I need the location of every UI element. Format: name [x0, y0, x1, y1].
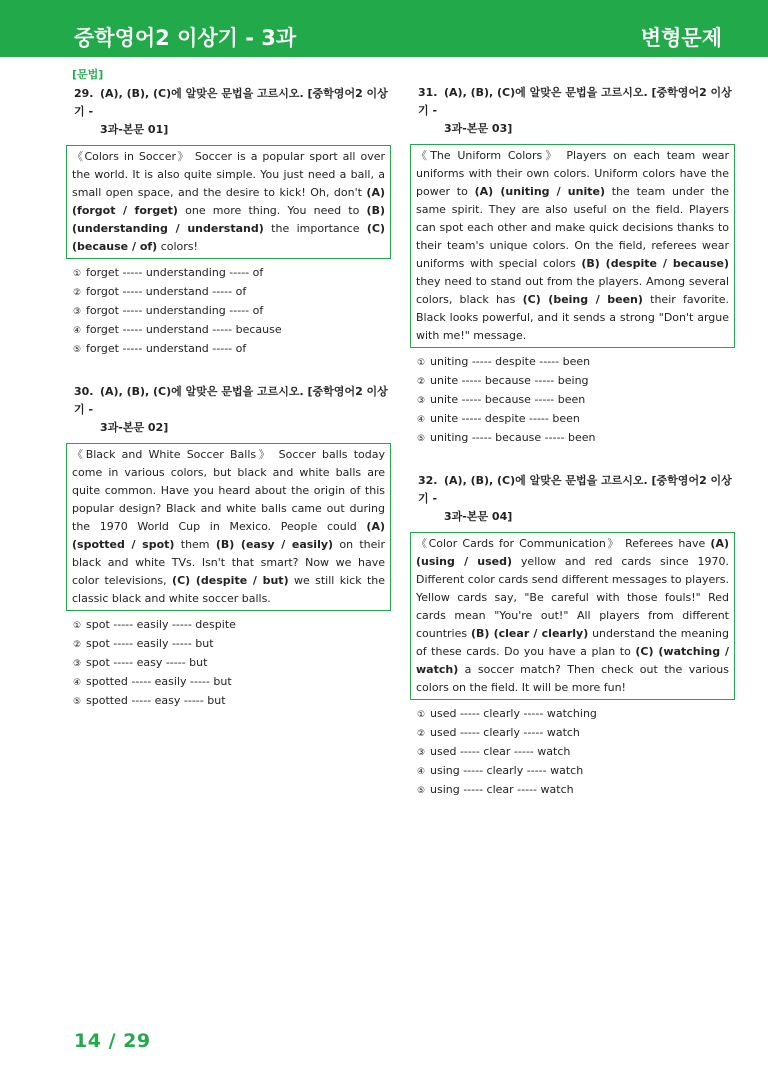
- answer-option[interactable]: [417, 410, 735, 429]
- option-text: spot ----- easy ----- but: [86, 656, 208, 669]
- left-column: [66, 66, 391, 711]
- blank-choice: (B) (despite / because): [581, 257, 729, 270]
- option-text: using ----- clearly ----- watch: [430, 764, 584, 777]
- option-number: ⑤: [73, 697, 82, 707]
- blank-choice: (A) (using / used): [416, 537, 729, 568]
- blank-choice: (C) (being / been): [522, 293, 643, 306]
- question-31: [410, 84, 735, 448]
- section-label: [문법]: [72, 68, 104, 81]
- answer-option[interactable]: [73, 264, 391, 283]
- option-text: spotted ----- easily ----- but: [86, 675, 232, 688]
- option-number: ①: [73, 269, 82, 279]
- answer-option[interactable]: [73, 654, 391, 673]
- question-number: 31.: [418, 86, 438, 99]
- answer-option[interactable]: [417, 353, 735, 372]
- answer-option[interactable]: [417, 743, 735, 762]
- passage-text: 《The Uniform Colors》 Players on each team wear uniforms with their own colors. Uniform colors have the power to: [416, 149, 729, 198]
- passage-box: [410, 532, 735, 700]
- option-number: ②: [417, 377, 426, 387]
- passage-text: 《Colors in Soccer》 Soccer is a popular sport all over the world. It is also quite simple. You just need a ball, a small open space, and the desire to kick! Oh, don't: [72, 150, 385, 199]
- question-prompt: (A), (B), (C)에 알맞은 문법을 고르시오. [중학영어2 이상기 -: [418, 474, 732, 505]
- passage-box: [66, 443, 391, 611]
- option-number: ⑤: [73, 345, 82, 355]
- option-number: ⑤: [417, 786, 426, 796]
- blank-choice: (A) (forgot / forget): [72, 186, 385, 217]
- passage-text: colors!: [157, 240, 198, 253]
- option-number: ②: [73, 288, 82, 298]
- question-header: [66, 85, 391, 139]
- passage-text: on their black and white TVs. Isn't that smart? Now we have color televisions,: [72, 538, 386, 587]
- option-text: uniting ----- despite ----- been: [430, 355, 591, 368]
- option-text: forget ----- understand ----- because: [86, 323, 282, 336]
- passage-text: they need to stand out from the players. Among several colors, black has: [416, 275, 729, 306]
- passage-box: [410, 144, 735, 348]
- option-number: ⑤: [417, 434, 426, 444]
- question-header: [410, 84, 735, 138]
- question-source: 3과-본문 04]: [444, 510, 513, 523]
- answer-option[interactable]: [417, 372, 735, 391]
- option-number: ③: [417, 748, 426, 758]
- blank-choice: (A) (spotted / spot): [72, 520, 385, 551]
- question-number: 32.: [418, 474, 438, 487]
- question-30: [66, 383, 391, 711]
- question-32: [410, 472, 735, 800]
- option-text: spot ----- easily ----- but: [86, 637, 214, 650]
- option-text: forget ----- understanding ----- of: [86, 266, 264, 279]
- option-text: used ----- clearly ----- watch: [430, 726, 580, 739]
- blank-choice: (B) (clear / clearly): [470, 627, 589, 640]
- option-number: ④: [417, 767, 426, 777]
- option-number: ④: [73, 326, 82, 336]
- passage-text: the team under the same spirit. They are also useful on the field. Players can spot each other and make quick decisions thanks to their team's unique colors. On the field, referees wear uniforms with special colors: [416, 185, 730, 270]
- option-text: forget ----- understand ----- of: [86, 342, 247, 355]
- passage-box: [66, 145, 391, 259]
- passage-text: the importance: [263, 222, 367, 235]
- option-number: ①: [73, 621, 82, 631]
- passage-text: yellow and red cards since 1970. Different color cards send different messages to players. Yellow cards say, "Be careful with those fouls!" Red cards mean "You're out!" All players from different countries: [416, 555, 729, 640]
- passage-text: a soccer match? Then check out the various colors on the field. It will be more fun!: [416, 663, 729, 694]
- option-text: used ----- clearly ----- watching: [430, 707, 597, 720]
- question-header: [410, 472, 735, 526]
- answer-option[interactable]: [417, 762, 735, 781]
- answer-option[interactable]: [417, 391, 735, 410]
- answer-option[interactable]: [417, 724, 735, 743]
- blank-choice: (B) (easy / easily): [215, 538, 334, 551]
- question-source: 3과-본문 01]: [100, 123, 169, 136]
- total-pages: 29: [123, 1030, 151, 1052]
- options-list: [410, 705, 735, 800]
- blank-choice: (B) (understanding / understand): [72, 204, 385, 235]
- option-text: unite ----- because ----- being: [430, 374, 589, 387]
- answer-option[interactable]: [73, 283, 391, 302]
- option-number: ①: [417, 358, 426, 368]
- page-number: [74, 1030, 151, 1052]
- answer-option[interactable]: [417, 781, 735, 800]
- passage-text: 《Color Cards for Communication》 Referees have: [416, 537, 711, 550]
- option-number: ②: [417, 729, 426, 739]
- option-number: ③: [73, 659, 82, 669]
- blank-choice: (C) (because / of): [72, 222, 386, 253]
- option-text: used ----- clear ----- watch: [430, 745, 571, 758]
- question-prompt: (A), (B), (C)에 알맞은 문법을 고르시오. [중학영어2 이상기 -: [418, 86, 732, 117]
- header-category: 변형문제: [640, 26, 722, 50]
- blank-choice: (A) (uniting / unite): [474, 185, 605, 198]
- right-column: [410, 84, 735, 800]
- passage-text: one more thing. You need to: [177, 204, 367, 217]
- option-number: ④: [417, 415, 426, 425]
- answer-option[interactable]: [417, 429, 735, 448]
- blank-choice: (C) (despite / but): [172, 574, 289, 587]
- answer-option[interactable]: [73, 673, 391, 692]
- question-prompt: (A), (B), (C)에 알맞은 문법을 고르시오. [중학영어2 이상기 -: [74, 385, 388, 416]
- header-title: 중학영어2 이상기 - 3과: [74, 26, 297, 50]
- options-list: [66, 616, 391, 711]
- option-text: unite ----- despite ----- been: [430, 412, 580, 425]
- option-text: forgot ----- understanding ----- of: [86, 304, 264, 317]
- option-number: ③: [417, 396, 426, 406]
- option-number: ①: [417, 710, 426, 720]
- blank-choice: (C) (watching / watch): [416, 645, 729, 676]
- answer-option[interactable]: [73, 616, 391, 635]
- question-number: 29.: [74, 87, 94, 100]
- answer-option[interactable]: [73, 635, 391, 654]
- option-text: uniting ----- because ----- been: [430, 431, 596, 444]
- current-page: 14: [74, 1030, 102, 1052]
- answer-option[interactable]: [73, 692, 391, 711]
- answer-option[interactable]: [417, 705, 735, 724]
- option-text: unite ----- because ----- been: [430, 393, 586, 406]
- question-number: 30.: [74, 385, 94, 398]
- passage-text: 《Black and White Soccer Balls》 Soccer balls today come in various colors, but black and white balls are quite common. Have you heard about the origin of this popular design? Black and white balls came out during the 1970 World Cup in Mexico. People could: [72, 448, 385, 533]
- question-source: 3과-본문 03]: [444, 122, 513, 135]
- answer-option[interactable]: [73, 340, 391, 359]
- option-text: spot ----- easily ----- despite: [86, 618, 236, 631]
- page-separator: /: [108, 1030, 117, 1052]
- answer-option[interactable]: [73, 321, 391, 340]
- passage-text: we still kick the classic black and white soccer balls.: [72, 574, 386, 605]
- option-text: spotted ----- easy ----- but: [86, 694, 226, 707]
- option-number: ③: [73, 307, 82, 317]
- option-number: ②: [73, 640, 82, 650]
- passage-text: them: [174, 538, 216, 551]
- option-text: forgot ----- understand ----- of: [86, 285, 247, 298]
- page-header: [0, 0, 768, 57]
- question-prompt: (A), (B), (C)에 알맞은 문법을 고르시오. [중학영어2 이상기 -: [74, 87, 388, 118]
- passage-text: understand the meaning of these cards. Do you have a plan to: [416, 627, 730, 658]
- options-list: [410, 353, 735, 448]
- passage-text: their favorite. Black looks powerful, and it sends a strong "Don't argue with me!" message.: [416, 293, 729, 342]
- answer-option[interactable]: [73, 302, 391, 321]
- question-source: 3과-본문 02]: [100, 421, 169, 434]
- question-header: [66, 383, 391, 437]
- option-text: using ----- clear ----- watch: [430, 783, 574, 796]
- options-list: [66, 264, 391, 359]
- option-number: ④: [73, 678, 82, 688]
- question-29: [66, 85, 391, 359]
